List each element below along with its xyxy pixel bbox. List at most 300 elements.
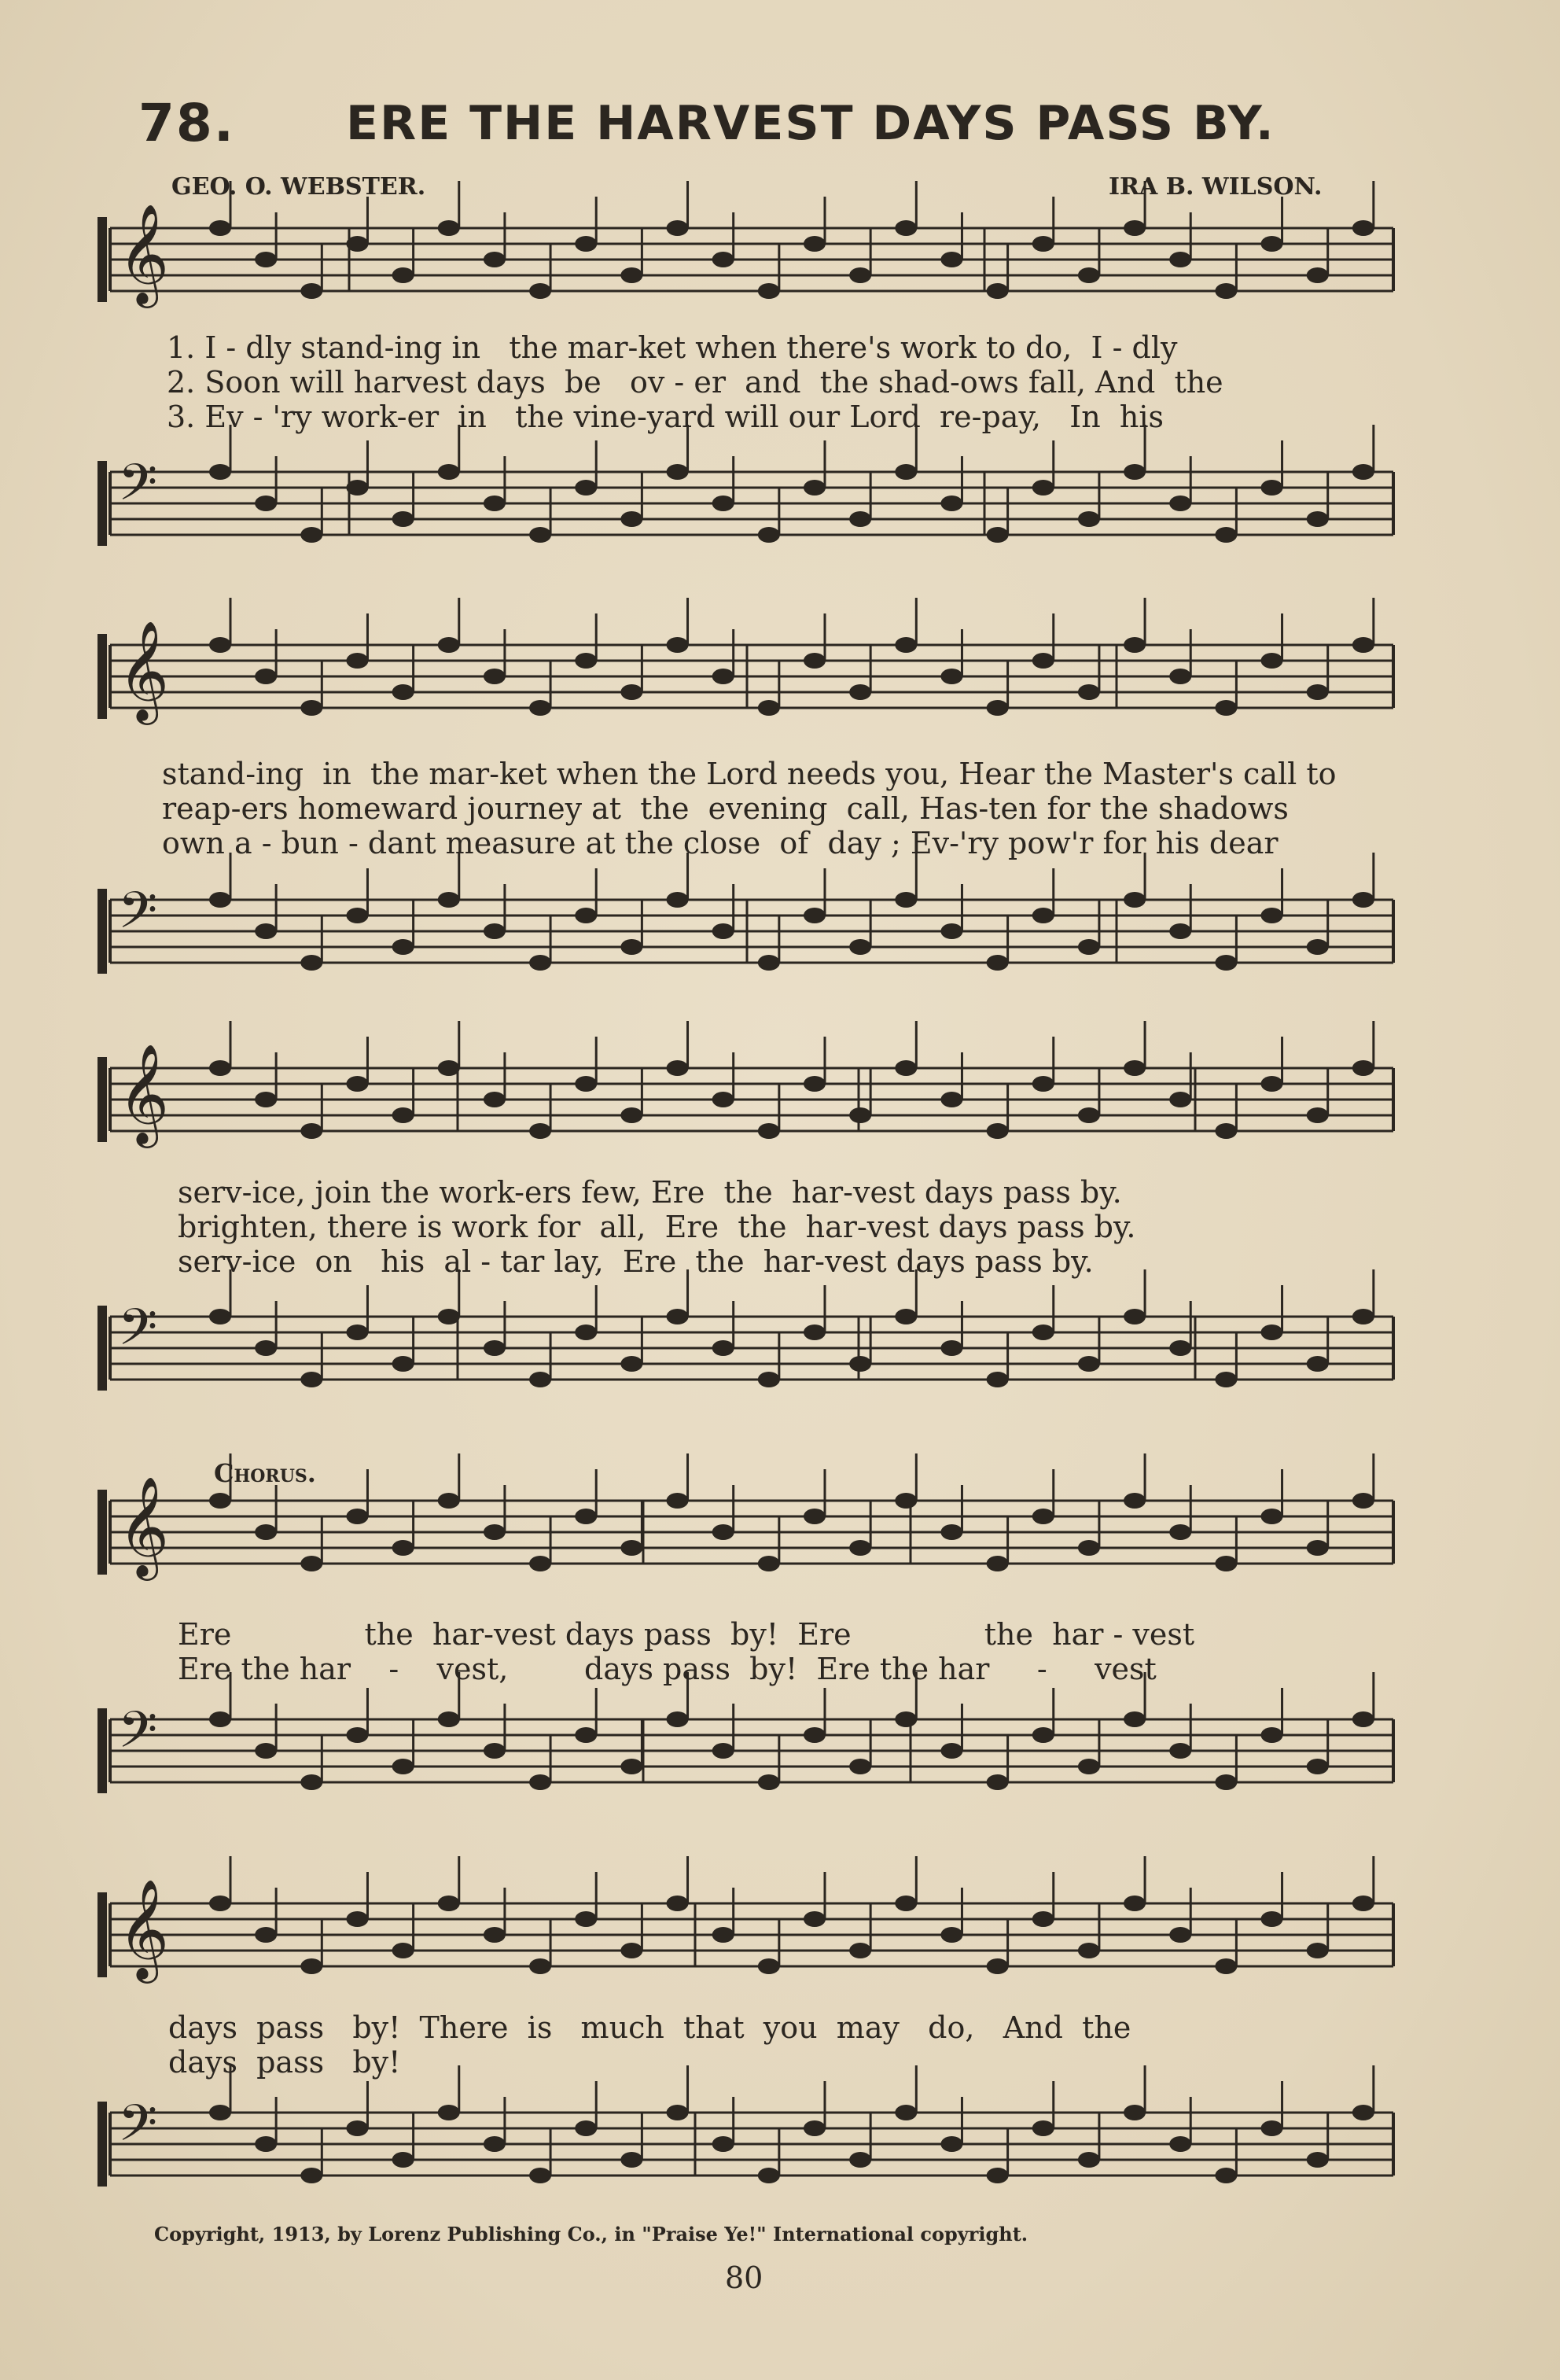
staff-lines (110, 900, 1393, 963)
notehead (849, 939, 871, 955)
notehead (529, 1123, 551, 1139)
notehead (1032, 2120, 1054, 2136)
notehead (1124, 1896, 1146, 1911)
notehead (255, 252, 277, 267)
notehead (667, 637, 689, 653)
notehead (1215, 1774, 1237, 1790)
notehead (1352, 1711, 1374, 1727)
notehead (1307, 267, 1329, 283)
notehead (484, 1340, 506, 1356)
notehead (209, 2105, 231, 2120)
notehead (529, 955, 551, 971)
system-3-bass-staff (0, 1282, 1560, 1408)
notehead (1169, 923, 1191, 939)
notehead (712, 1927, 734, 1943)
notehead (529, 2168, 551, 2183)
notehead (895, 220, 917, 236)
notehead (575, 1727, 597, 1743)
notehead (1124, 1309, 1146, 1324)
notehead (575, 236, 597, 252)
notehead (849, 2152, 871, 2168)
notehead (1032, 1727, 1054, 1743)
notehead (438, 637, 460, 653)
notehead (1261, 1727, 1283, 1743)
notehead (712, 1092, 734, 1107)
notehead (1261, 1911, 1283, 1927)
notehead (1352, 220, 1374, 236)
notehead (346, 908, 368, 923)
notehead (1124, 1060, 1146, 1076)
notehead (255, 1524, 277, 1540)
notehead (1352, 1060, 1374, 1076)
notehead (392, 1943, 414, 1958)
notehead (392, 684, 414, 700)
notehead (1352, 637, 1374, 653)
bass-clef-icon: 𝄢 (118, 1701, 158, 1772)
notehead (620, 1540, 642, 1556)
notehead (1307, 2152, 1329, 2168)
notehead (484, 1524, 506, 1540)
notehead (804, 1911, 826, 1927)
system-4-voice-2: Ere the har - vest, days pass by! Ere the har - vest (178, 1652, 1157, 1686)
notehead (620, 939, 642, 955)
notehead (1078, 1759, 1100, 1774)
notehead (209, 1060, 231, 1076)
notehead (804, 653, 826, 669)
staff-lines (110, 1317, 1393, 1380)
notehead (667, 1493, 689, 1509)
notehead (620, 267, 642, 283)
notehead (667, 2105, 689, 2120)
notehead (1352, 1896, 1374, 1911)
system-4-treble-staff (0, 1476, 1560, 1612)
notehead (1261, 480, 1283, 496)
notehead (712, 1340, 734, 1356)
notehead (940, 923, 962, 939)
notehead (895, 1493, 917, 1509)
notehead (758, 955, 780, 971)
system-5-treble-staff (0, 1872, 1560, 1998)
notehead (758, 1774, 780, 1790)
notehead (1078, 684, 1100, 700)
treble-clef-icon: 𝄞 (118, 620, 170, 720)
notehead (804, 236, 826, 252)
notehead (1124, 1711, 1146, 1727)
notehead (849, 1540, 871, 1556)
staff-lines (110, 472, 1393, 535)
notehead (1124, 2105, 1146, 2120)
notehead (895, 1309, 917, 1324)
notehead (392, 2152, 414, 2168)
notehead (940, 1092, 962, 1107)
notehead (346, 1911, 368, 1927)
notehead (484, 1743, 506, 1759)
notehead (529, 700, 551, 716)
notehead (712, 252, 734, 267)
notehead (1078, 939, 1100, 955)
notehead (529, 1774, 551, 1790)
staff-lines (110, 2113, 1393, 2176)
composer-credit: IRA B. WILSON. (1109, 173, 1323, 201)
notehead (1169, 669, 1191, 684)
notehead (1032, 908, 1054, 923)
notehead (1261, 653, 1283, 669)
notehead (1352, 2105, 1374, 2120)
notehead (849, 684, 871, 700)
notehead (484, 923, 506, 939)
notehead (1169, 1927, 1191, 1943)
notehead (1307, 939, 1329, 955)
notehead (438, 220, 460, 236)
notehead (1261, 908, 1283, 923)
notehead (1032, 1911, 1054, 1927)
notehead (484, 252, 506, 267)
notehead (1261, 236, 1283, 252)
notehead (712, 923, 734, 939)
copyright-notice: Copyright, 1913, by Lorenz Publishing Co., in "Praise Ye!" International copyright. (154, 2223, 1028, 2246)
notehead (438, 1711, 460, 1727)
notehead (392, 939, 414, 955)
notehead (1169, 496, 1191, 511)
notehead (987, 283, 1009, 299)
notehead (849, 1943, 871, 1958)
notehead (1307, 1943, 1329, 1958)
bass-clef-icon: 𝄢 (118, 454, 158, 525)
notehead (940, 1927, 962, 1943)
notehead (1352, 1493, 1374, 1509)
notehead (346, 2120, 368, 2136)
notehead (529, 283, 551, 299)
notehead (575, 1911, 597, 1927)
notehead (1307, 1759, 1329, 1774)
notehead (484, 1927, 506, 1943)
notehead (1078, 1943, 1100, 1958)
notehead (804, 1076, 826, 1092)
system-5-bass-staff (0, 2084, 1560, 2218)
notehead (300, 1123, 322, 1139)
notehead (987, 527, 1009, 543)
notehead (667, 220, 689, 236)
notehead (209, 464, 231, 480)
notehead (300, 700, 322, 716)
notehead (1169, 2136, 1191, 2152)
notehead (438, 1309, 460, 1324)
notehead (758, 527, 780, 543)
notehead (209, 1309, 231, 1324)
notehead (1078, 1356, 1100, 1372)
notehead (1078, 2152, 1100, 2168)
notehead (758, 1123, 780, 1139)
notehead (255, 1927, 277, 1943)
bass-clef-icon: 𝄢 (118, 1299, 158, 1369)
notehead (1124, 464, 1146, 480)
notehead (1352, 1309, 1374, 1324)
notehead (255, 496, 277, 511)
notehead (987, 955, 1009, 971)
system-2-verse-2: reap-ers homeward journey at the evening call, Has-ten for the shadows (162, 791, 1289, 826)
notehead (804, 2120, 826, 2136)
system-3-verse-3: serv-ice on his al - tar lay, Ere the har-vest days pass by. (178, 1244, 1094, 1279)
notehead (804, 1727, 826, 1743)
notehead (1032, 653, 1054, 669)
notehead (895, 464, 917, 480)
notehead (667, 1309, 689, 1324)
notehead (758, 283, 780, 299)
notehead (255, 1743, 277, 1759)
notehead (895, 1711, 917, 1727)
chorus-label: Chorus. (214, 1458, 316, 1488)
notehead (300, 955, 322, 971)
notehead (484, 496, 506, 511)
notehead (987, 1556, 1009, 1571)
notehead (1261, 2120, 1283, 2136)
notehead (209, 637, 231, 653)
notehead (849, 1107, 871, 1123)
notehead (1169, 252, 1191, 267)
notehead (712, 2136, 734, 2152)
page-number: 80 (725, 2260, 763, 2295)
notehead (1261, 1076, 1283, 1092)
notehead (1032, 1076, 1054, 1092)
notehead (484, 669, 506, 684)
notehead (346, 653, 368, 669)
hymn-number: 78. (138, 93, 235, 153)
notehead (484, 2136, 506, 2152)
system-1-verse-1: 1. I - dly stand-ing in the mar-ket when there's work to do, I - dly (167, 330, 1178, 365)
notehead (620, 1759, 642, 1774)
notehead (1307, 511, 1329, 527)
system-4-voice-1: Ere the har-vest days pass by! Ere the har - vest (178, 1617, 1195, 1652)
notehead (346, 480, 368, 496)
system-2-treble-staff (0, 613, 1560, 763)
notehead (1215, 1958, 1237, 1974)
notehead (620, 511, 642, 527)
notehead (1215, 2168, 1237, 2183)
notehead (1169, 1340, 1191, 1356)
notehead (255, 669, 277, 684)
notehead (438, 2105, 460, 2120)
notehead (529, 1556, 551, 1571)
notehead (940, 1743, 962, 1759)
notehead (300, 1556, 322, 1571)
lyricist-credit: GEO. O. WEBSTER. (171, 173, 426, 201)
notehead (529, 1958, 551, 1974)
notehead (895, 2105, 917, 2120)
notehead (940, 252, 962, 267)
staff-lines (110, 645, 1393, 708)
treble-clef-icon: 𝄞 (118, 203, 170, 304)
notehead (895, 892, 917, 908)
notehead (575, 908, 597, 923)
notehead (1307, 1356, 1329, 1372)
notehead (346, 1324, 368, 1340)
notehead (804, 1324, 826, 1340)
notehead (667, 1711, 689, 1727)
notehead (895, 1060, 917, 1076)
notehead (987, 1372, 1009, 1387)
notehead (1307, 1540, 1329, 1556)
notehead (712, 1524, 734, 1540)
notehead (1261, 1509, 1283, 1524)
notehead (392, 511, 414, 527)
staff-lines (110, 1903, 1393, 1966)
notehead (392, 1107, 414, 1123)
notehead (849, 267, 871, 283)
notehead (438, 464, 460, 480)
notehead (895, 637, 917, 653)
notehead (1307, 1107, 1329, 1123)
notehead (1261, 1324, 1283, 1340)
notehead (209, 892, 231, 908)
notehead (987, 1123, 1009, 1139)
notehead (1124, 220, 1146, 236)
notehead (667, 892, 689, 908)
notehead (346, 1076, 368, 1092)
notehead (392, 1356, 414, 1372)
staff-lines (110, 1068, 1393, 1131)
notehead (620, 2152, 642, 2168)
notehead (529, 1372, 551, 1387)
notehead (940, 1524, 962, 1540)
notehead (712, 669, 734, 684)
notehead (1215, 1123, 1237, 1139)
system-4-bass-staff (0, 1691, 1560, 1825)
notehead (849, 1759, 871, 1774)
notehead (1078, 1540, 1100, 1556)
notehead (667, 1060, 689, 1076)
notehead (849, 511, 871, 527)
notehead (940, 1340, 962, 1356)
staff-lines (110, 228, 1393, 291)
notehead (575, 480, 597, 496)
notehead (895, 1896, 917, 1911)
notehead (804, 480, 826, 496)
notehead (392, 1540, 414, 1556)
notehead (940, 2136, 962, 2152)
notehead (849, 1356, 871, 1372)
notehead (758, 1958, 780, 1974)
notehead (438, 1493, 460, 1509)
notehead (300, 1774, 322, 1790)
notehead (987, 700, 1009, 716)
notehead (804, 908, 826, 923)
notehead (987, 1958, 1009, 1974)
notehead (300, 283, 322, 299)
system-3-treble-staff (0, 1043, 1560, 1172)
notehead (209, 1896, 231, 1911)
treble-clef-icon: 𝄞 (118, 1878, 170, 1979)
notehead (1352, 464, 1374, 480)
notehead (575, 653, 597, 669)
system-2-verse-3: own a - bun - dant measure at the close of day ; Ev-'ry pow'r for his dear (162, 826, 1279, 860)
notehead (1169, 1092, 1191, 1107)
system-5-voice-1: days pass by! There is much that you may do, And the (168, 2010, 1131, 2045)
notehead (300, 1958, 322, 1974)
notehead (575, 1076, 597, 1092)
staff-lines (110, 1501, 1393, 1564)
notehead (392, 267, 414, 283)
notehead (300, 1372, 322, 1387)
notehead (346, 1727, 368, 1743)
notehead (209, 220, 231, 236)
notehead (209, 1493, 231, 1509)
notehead (438, 892, 460, 908)
notehead (575, 2120, 597, 2136)
notehead (1307, 684, 1329, 700)
notehead (1215, 283, 1237, 299)
notehead (575, 1324, 597, 1340)
notehead (1032, 236, 1054, 252)
notehead (620, 1943, 642, 1958)
staff-lines (110, 1719, 1393, 1782)
notehead (1169, 1743, 1191, 1759)
bass-clef-icon: 𝄢 (118, 882, 158, 952)
system-3-verse-2: brighten, there is work for all, Ere the har-vest days pass by. (178, 1210, 1136, 1244)
notehead (620, 1107, 642, 1123)
notehead (758, 1556, 780, 1571)
notehead (438, 1060, 460, 1076)
notehead (529, 527, 551, 543)
notehead (712, 1743, 734, 1759)
notehead (667, 1896, 689, 1911)
notehead (1124, 1493, 1146, 1509)
system-1-verse-3: 3. Ev - 'ry work-er in the vine-yard will our Lord re-pay, In his (167, 400, 1164, 434)
system-2-bass-staff (0, 865, 1560, 1015)
notehead (1078, 511, 1100, 527)
notehead (758, 1372, 780, 1387)
notehead (1215, 1556, 1237, 1571)
notehead (620, 1356, 642, 1372)
notehead (1124, 892, 1146, 908)
system-3-verse-1: serv-ice, join the work-ers few, Ere the har-vest days pass by. (178, 1175, 1122, 1210)
notehead (667, 464, 689, 480)
notehead (1215, 1372, 1237, 1387)
notehead (438, 1896, 460, 1911)
treble-clef-icon: 𝄞 (118, 1476, 170, 1576)
notehead (255, 1092, 277, 1107)
notehead (620, 684, 642, 700)
notehead (1215, 955, 1237, 971)
notehead (300, 2168, 322, 2183)
notehead (1169, 1524, 1191, 1540)
notehead (987, 2168, 1009, 2183)
notehead (1032, 1509, 1054, 1524)
system-1-treble-staff (0, 203, 1560, 324)
notehead (255, 1340, 277, 1356)
bass-clef-icon: 𝄢 (118, 2094, 158, 2165)
notehead (484, 1092, 506, 1107)
system-1-bass-staff (0, 440, 1560, 574)
notehead (1215, 700, 1237, 716)
system-5-voice-2: days pass by! (168, 2045, 401, 2080)
notehead (1078, 267, 1100, 283)
notehead (1032, 1324, 1054, 1340)
notehead (1352, 892, 1374, 908)
notehead (255, 2136, 277, 2152)
notehead (1078, 1107, 1100, 1123)
notehead (712, 496, 734, 511)
notehead (804, 1509, 826, 1524)
notehead (392, 1759, 414, 1774)
system-1-verse-2: 2. Soon will harvest days be ov - er and the shad-ows fall, And the (167, 365, 1223, 400)
notehead (300, 527, 322, 543)
notehead (346, 1509, 368, 1524)
notehead (575, 1509, 597, 1524)
notehead (1215, 527, 1237, 543)
notehead (758, 2168, 780, 2183)
notehead (940, 669, 962, 684)
notehead (255, 923, 277, 939)
